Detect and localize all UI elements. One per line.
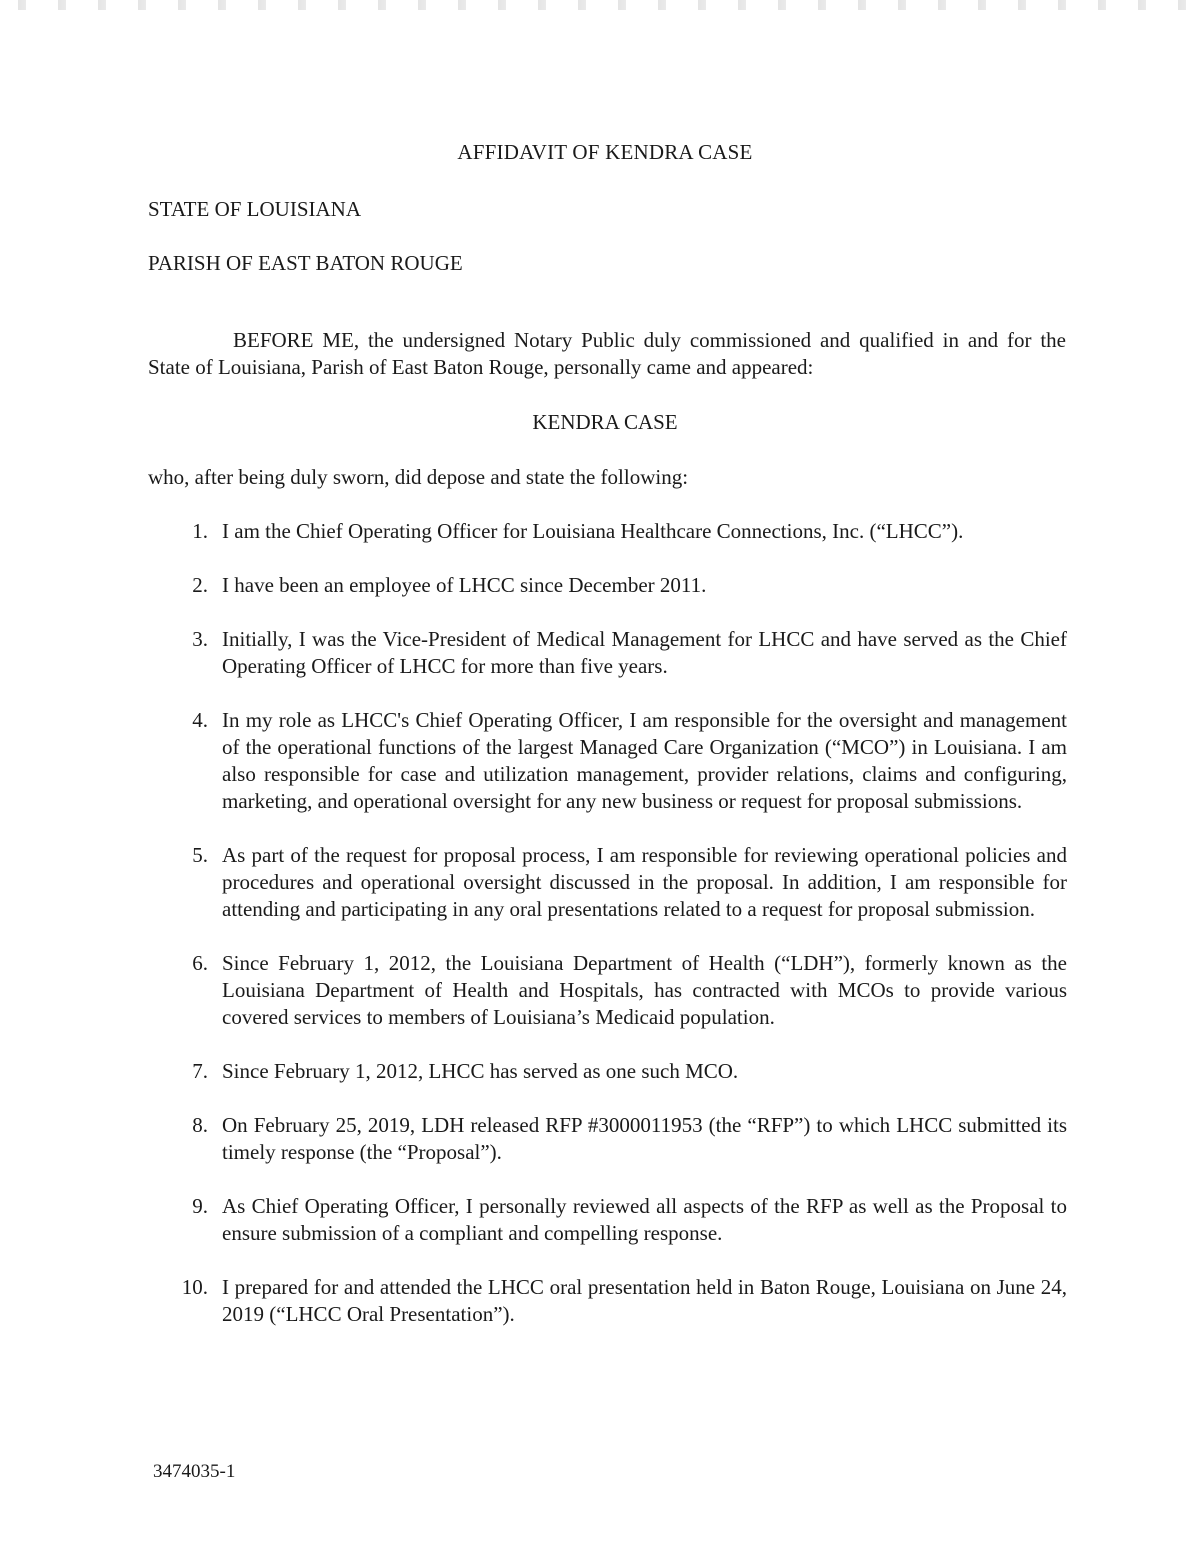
paragraph-text: As Chief Operating Officer, I personally reviewed all aspects of the RFP as well as the Proposal to ensure submission of a compliant and compelling response.: [222, 1194, 1067, 1245]
paragraph-number: 2.: [192, 573, 208, 597]
paragraph-text: On February 25, 2019, LDH released RFP #3000011953 (the “RFP”) to which LHCC submitted its timely response (the “Proposal”).: [222, 1113, 1067, 1164]
list-item: [0, 1112, 1067, 1166]
paragraph-number: 7.: [192, 1059, 208, 1083]
paragraph-number: 4.: [192, 708, 208, 732]
paragraph-number: 8.: [192, 1113, 208, 1137]
list-item: [0, 626, 1067, 680]
paragraph-text: I prepared for and attended the LHCC oral presentation held in Baton Rouge, Louisiana on June 24, 2019 (“LHCC Oral Presentation”).: [222, 1275, 1067, 1326]
paragraph-text: Initially, I was the Vice-President of Medical Management for LHCC and have served as the Chief Operating Officer of LHCC for more than five years.: [222, 627, 1067, 678]
list-item: [0, 707, 1067, 815]
scan-edge-artifact: [0, 0, 1200, 10]
intro-paragraph: BEFORE ME, the undersigned Notary Public duly commissioned and qualified in and for the State of Louisiana, Parish of East Baton Rouge, personally came and appeared:: [148, 328, 1066, 379]
paragraph-text: As part of the request for proposal process, I am responsible for reviewing operational policies and procedures and operational oversight discussed in the proposal. In addition, I am responsible for attending and participating in any oral presentations related to a request for proposal submission.: [222, 843, 1067, 921]
paragraph-text: In my role as LHCC's Chief Operating Officer, I am responsible for the oversight and management of the operational functions of the largest Managed Care Organization (“MCO”) in Louisiana. I am also responsible for case and utilization management, provider relations, claims and configuring, marketing, and operational oversight for any new business or request for proposal submissions.: [222, 708, 1067, 813]
venue-state: STATE OF LOUISIANA: [148, 197, 361, 221]
paragraph-number: 3.: [192, 627, 208, 651]
list-item: [0, 1058, 1067, 1085]
list-item: [0, 842, 1067, 923]
affiant-name: KENDRA CASE: [532, 410, 678, 434]
paragraph-number: 10.: [181, 1275, 208, 1299]
document-title: AFFIDAVIT OF KENDRA CASE: [457, 140, 753, 164]
paragraph-text: Since February 1, 2012, the Louisiana Department of Health (“LDH”), formerly known as the Louisiana Department of Health and Hospitals, has contracted with MCOs to provide various covered services to members of Louisiana’s Medicaid population.: [222, 951, 1067, 1029]
paragraph-number: 9.: [192, 1194, 208, 1218]
numbered-paragraphs: [0, 518, 1200, 1355]
list-item: [0, 572, 1067, 599]
venue-parish: PARISH OF EAST BATON ROUGE: [148, 251, 463, 275]
paragraph-text: I am the Chief Operating Officer for Louisiana Healthcare Connections, Inc. (“LHCC”).: [222, 519, 964, 543]
list-item: [0, 950, 1067, 1031]
paragraph-text: I have been an employee of LHCC since December 2011.: [222, 573, 707, 597]
paragraph-number: 1.: [192, 519, 208, 543]
sworn-statement: who, after being duly sworn, did depose and state the following:: [148, 465, 689, 489]
list-item: [0, 1193, 1067, 1247]
list-item: [0, 1274, 1067, 1328]
list-item: [0, 518, 1067, 545]
paragraph-number: 6.: [192, 951, 208, 975]
document-id-footer: 3474035-1: [153, 1461, 236, 1482]
paragraph-number: 5.: [192, 843, 208, 867]
paragraph-text: Since February 1, 2012, LHCC has served as one such MCO.: [222, 1059, 739, 1083]
